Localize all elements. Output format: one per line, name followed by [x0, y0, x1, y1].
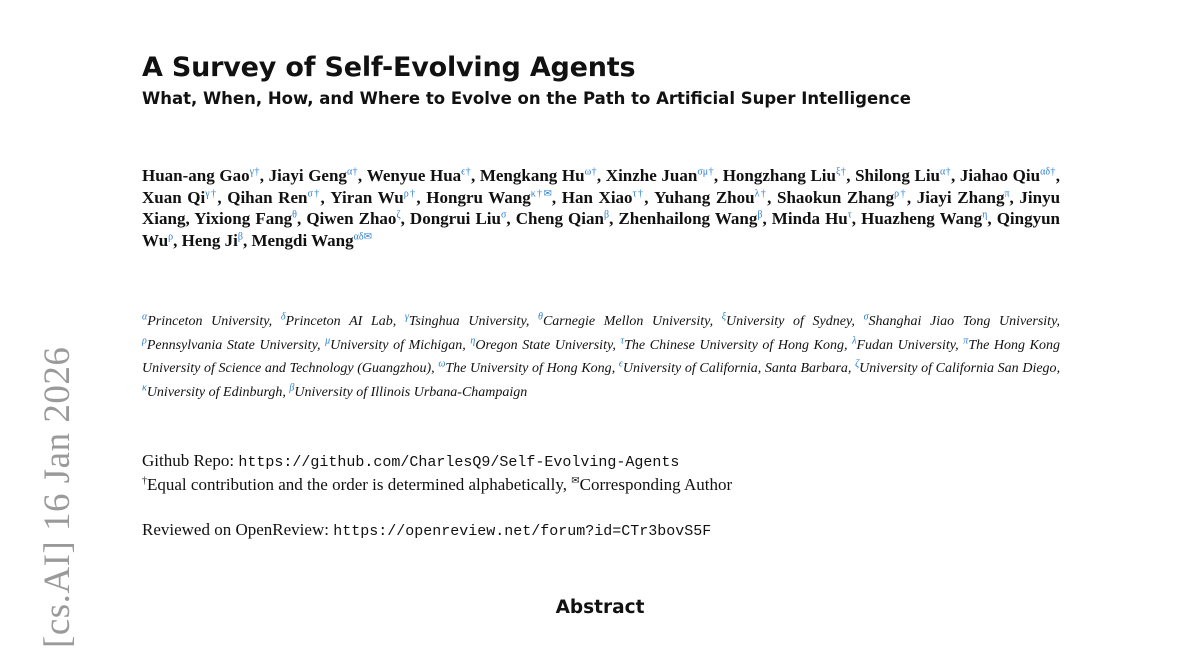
affiliation-name: Carnegie Mellon University [542, 314, 710, 329]
affiliation-entry [142, 311, 269, 329]
affiliation-name: Shanghai Jiao Tong University [868, 314, 1057, 329]
notes-block [142, 450, 732, 496]
author-name: Dongrui Liu [409, 209, 501, 228]
author-affiliation-mark: τ [847, 209, 852, 221]
author-entry [777, 188, 907, 207]
author-name: Hongru Wang [426, 187, 531, 207]
author-name: Yuhang Zhou [654, 187, 755, 207]
author-affiliation-mark: ζ [396, 209, 401, 221]
author-name: Zhenhailong Wang [618, 209, 758, 228]
author-name: Xinzhe Juan [605, 166, 698, 185]
author-affiliation-mark: ρ† [894, 187, 907, 199]
author-affiliation-mark: γ† [205, 187, 218, 199]
affiliation-entry [863, 311, 1057, 329]
author-entry [516, 209, 609, 228]
author-entry [618, 209, 762, 228]
author-name: Jiahao Qiu [959, 166, 1041, 185]
author-entry [426, 188, 552, 207]
affiliation-mark: μ [325, 334, 331, 346]
author-affiliation-mark: ω† [584, 166, 597, 178]
equal-contribution-text: Equal contribution and the order is determined alphabetically, [147, 475, 567, 494]
affiliation-entry [618, 358, 848, 376]
affiliation-entry [538, 311, 710, 329]
author-name: Jinyu Xiang [142, 187, 1061, 228]
affiliation-mark: η [470, 334, 476, 346]
author-affiliation-mark: θ [292, 209, 297, 221]
arxiv-side-stamp: [cs.AI] 16 Jan 2026 [37, 346, 78, 648]
author-entry [772, 209, 852, 228]
author-entry [606, 166, 714, 185]
affiliation-entry [721, 311, 852, 329]
author-affiliation-mark: π [1004, 187, 1010, 199]
affiliation-mark: π [963, 334, 969, 346]
affiliation-name: Pennsylvania State University [146, 337, 318, 353]
author-name: Qihan Ren [227, 187, 308, 207]
author-name: Shilong Liu [855, 166, 941, 185]
author-name: Mengdi Wang [251, 230, 354, 250]
affiliation-mark: ζ [855, 358, 860, 370]
affiliation-name: University of Michigan [330, 337, 463, 353]
abstract-heading: Abstract [555, 597, 645, 618]
author-affiliation-mark: σμ† [697, 166, 714, 178]
author-entry [142, 166, 260, 185]
author-entry [917, 188, 1010, 207]
author-entry [182, 231, 243, 250]
author-name: Huazheng Wang [861, 209, 983, 228]
affiliation-name: University of California, Santa Barbara [622, 361, 848, 376]
author-entry [960, 166, 1056, 185]
affiliation-name: University of Illinois Urbana-Champaign [294, 384, 528, 400]
affiliation-name: Oregon State University [475, 337, 613, 353]
author-name: Yixiong Fang [194, 209, 293, 228]
affiliation-mark: β [289, 381, 295, 393]
author-affiliation-mark: σ† [307, 187, 321, 199]
author-name: Mengkang Hu [479, 166, 585, 185]
affiliation-entry [325, 334, 463, 353]
author-affiliation-mark: αδ† [1040, 166, 1056, 178]
author-name: Xuan Qi [142, 187, 206, 207]
author-name: Shaokun Zhang [777, 187, 895, 207]
affiliation-mark: ρ [142, 334, 147, 346]
author-affiliation-mark: η [982, 209, 988, 221]
affiliation-name: Tsinghua University [408, 314, 526, 329]
author-entry [142, 188, 217, 207]
affiliation-mark: ϵ [618, 358, 623, 370]
affiliation-mark: δ [280, 311, 286, 323]
author-entry [861, 209, 987, 228]
author-entry [306, 209, 400, 228]
affiliation-name: Fudan University [856, 337, 956, 353]
author-entry [562, 188, 645, 207]
author-entry [855, 166, 951, 185]
author-affiliation-mark: β [237, 230, 243, 242]
author-affiliation-mark: αδ✉ [353, 230, 372, 242]
author-name: Wenyue Hua [366, 166, 462, 185]
openreview-line [142, 520, 711, 540]
affiliation-entry [852, 334, 956, 353]
affiliation-name: The Hong Kong University of Science and Technology (Guangzhou) [142, 337, 1060, 376]
author-name: Qingyun Wu [142, 209, 1060, 250]
affiliation-entry [470, 334, 613, 353]
affiliation-name: The Chinese University of Hong Kong [624, 337, 844, 353]
openreview-label: Reviewed on OpenReview: [142, 520, 329, 539]
affiliation-mark: τ [620, 334, 625, 346]
author-entry [227, 188, 320, 207]
author-affiliation-mark: γ† [249, 166, 260, 178]
affiliation-name: University of California San Diego [859, 361, 1057, 376]
affiliation-entry [142, 381, 283, 400]
affiliation-list: $^\alpha$Princeton University, $^\delta$Princeton AI Lab, $^\gamma$Tsinghua University, $^\theta$Carnegie Mellon University, $^\xi$University of Sydney, $^\sigma$Shanghai Jiao Tong University, $^\rho$Pennsylvania State University, $^\mu$University of Michigan, $^\eta$Oregon State University, $^\tau$The Chinese University of Hong Kong, $^\lambda$Fudan University, $^\pi$The Hong Kong University of Science and Technology (Guangzhou), $^\omega$The University of Hong Kong, $^\epsilon$University of California, Santa Barbara, $^\zeta$University of California San Diego, $^\kappa$University of Edinburgh, $^\beta$University of Illinois Urbana-Champaign [142, 311, 1061, 400]
affiliation-name: The University of Hong Kong [445, 361, 612, 376]
author-affiliation-mark: σ [501, 209, 507, 221]
author-affiliation-mark: β [757, 209, 763, 221]
author-name: Hongzhang Liu [722, 166, 836, 185]
affiliation-mark: κ [142, 381, 147, 393]
author-entry [480, 166, 597, 185]
author-name: Qiwen Zhao [306, 209, 397, 228]
envelope-icon: ✉ [571, 475, 580, 487]
affiliation-mark: λ [852, 334, 857, 346]
affiliation-name: University of Edinburgh [146, 384, 283, 400]
affiliation-entry [438, 358, 612, 376]
affiliation-entry [142, 334, 318, 353]
github-line [142, 450, 732, 474]
affiliation-entry [280, 311, 393, 329]
author-affiliation-mark: α† [346, 166, 358, 178]
affiliation-mark: γ [404, 311, 409, 323]
author-list: Huan-ang Gao$^{\gamma\dagger}$, Jiayi Geng$^{\alpha\dagger}$, Wenyue Hua$^{\epsilon\dagger}$, Mengkang $Hu^{\omega\dagger}$, Xinzhe Juan$^{\sigma\mu\dagger}$, Hongzhang Liu$^{\xi\dagger}$, Shilong Liu$^{\alpha\dagger}$, Jiahao Qiu$^{\alpha\delta\dagger}$, Xuan $Qi^{\gamma\dagger}$, Qihan Ren$^{\sigma\dagger}$, Yiran $Wu^{\rho\dagger}$, Hongru Wang$^{\kappa\dagger✉}$, Han Xiao$^{\tau\dagger}$, Yuhang Zhou$^{\lambda\dagger}$, Shaokun Zhang$^{\rho\dagger}$, Jiayi Zhang$^\pi$, Jinyu Xiang, Yixiong Fang$^\theta$, Qiwen Zhao$^\zeta$, Dongrui Liu$^\sigma$, Cheng Qian$^\beta$, Zhenhailong Wang$^\beta$, Minda $Hu^\tau$, Huazheng Wang$^\eta$, Qingyun $Wu^\rho$, Heng $Ji^\beta$, Mengdi Wang$^{\alpha\delta✉}$ [142, 166, 1061, 250]
author-entry [194, 209, 297, 228]
author-entry [330, 188, 416, 207]
author-name: Yiran Wu [330, 187, 404, 207]
author-entry [723, 166, 846, 185]
github-url-link[interactable]: https://github.com/CharlesQ9/Self-Evolving-Agents [238, 454, 680, 471]
author-affiliation-mark: ρ† [403, 187, 417, 199]
dagger-mark: † [142, 475, 147, 487]
author-affiliation-mark: κ†✉ [530, 187, 552, 199]
affiliation-name: Princeton AI Lab [285, 314, 393, 329]
contribution-note [142, 474, 732, 496]
affiliation-name: University of Sydney [726, 314, 852, 329]
affiliation-entry [855, 358, 1057, 376]
affiliation-mark: θ [538, 311, 543, 323]
affiliation-entry [289, 381, 528, 400]
author-entry [269, 166, 358, 185]
affiliation-mark: σ [863, 311, 869, 323]
corresponding-author-text: Corresponding Author [579, 475, 733, 494]
affiliation-entry [404, 311, 526, 329]
author-entry [410, 209, 506, 228]
author-affiliation-mark: τ† [632, 187, 645, 199]
paper-subtitle: What, When, How, and Where to Evolve on the Path to Artificial Super Intelligence [142, 89, 911, 108]
affiliation-mark: ξ [721, 311, 727, 323]
affiliation-mark: α [142, 311, 148, 323]
affiliation-mark: ω [438, 358, 446, 370]
affiliation-entry [620, 334, 844, 353]
author-name: Huan-ang Gao [142, 166, 250, 185]
paper-title: A Survey of Self-Evolving Agents [142, 52, 636, 83]
affiliation-name: Princeton University [147, 314, 269, 329]
author-affiliation-mark: ξ† [835, 166, 847, 178]
author-affiliation-mark: β [603, 209, 610, 221]
author-name: Heng Ji [181, 230, 238, 250]
openreview-url-link[interactable]: https://openreview.net/forum?id=CTr3bovS5F [333, 523, 712, 540]
author-affiliation-mark: α† [940, 166, 951, 178]
author-entry [251, 231, 372, 250]
author-name: Jiayi Zhang [916, 187, 1005, 207]
author-name: Jiayi Geng [268, 166, 347, 185]
author-name: Han Xiao [561, 187, 633, 207]
author-affiliation-mark: λ† [754, 187, 768, 199]
author-entry [367, 166, 471, 185]
author-affiliation-mark: ρ [168, 230, 174, 242]
author-name: Minda Hu [771, 209, 848, 228]
author-affiliation-mark: ϵ† [461, 166, 471, 178]
author-entry [654, 188, 767, 207]
author-name: Cheng Qian [515, 209, 604, 228]
github-label: Github Repo: [142, 451, 235, 470]
